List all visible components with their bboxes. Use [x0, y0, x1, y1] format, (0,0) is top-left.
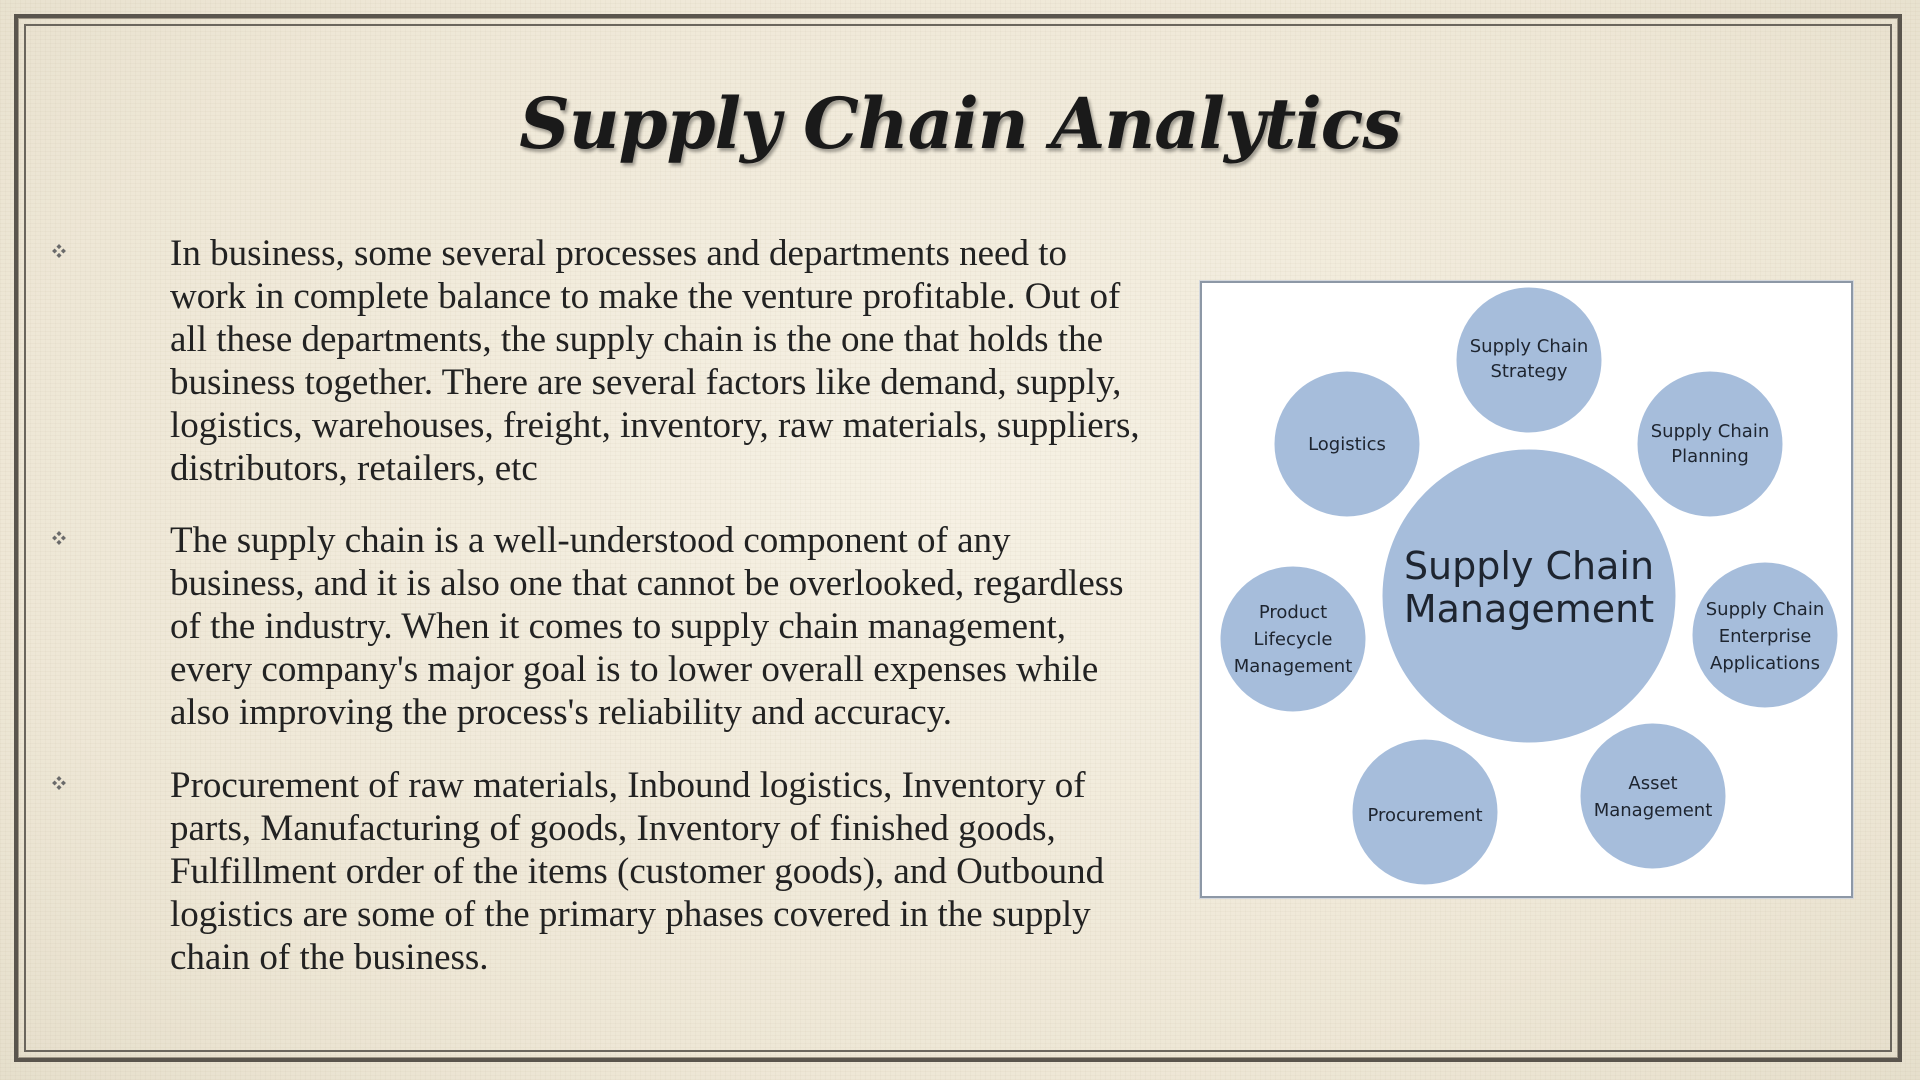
diagram-node-label: Supply Chain [1469, 336, 1589, 357]
bullet-line: also improving the process's reliability and accuracy. [170, 692, 953, 733]
bullet-line: The supply chain is a well-understood component of any [170, 520, 1011, 561]
diagram-node-label: Asset [1628, 773, 1678, 794]
diagram-node-label: Supply Chain [1650, 421, 1770, 442]
diagram-node-label: Planning [1671, 446, 1749, 467]
bullet-text [170, 232, 1170, 490]
diagram-node-label: Logistics [1308, 434, 1386, 455]
bullet-line: business together. There are several factors like demand, supply, [170, 362, 1122, 403]
bullet-line: all these departments, the supply chain is the one that holds the [170, 319, 1104, 360]
diagram-node-label: Procurement [1367, 805, 1483, 826]
diagram-node-circle [1579, 722, 1727, 870]
slide-title: Supply Chain Analytics [519, 82, 1401, 165]
diagram-node-label: Strategy [1490, 361, 1568, 382]
bullet-line: In business, some several processes and departments need to [170, 233, 1067, 274]
bullet-line: logistics, warehouses, freight, inventory, raw materials, suppliers, [170, 405, 1140, 446]
diagram-node-label: Management [1593, 800, 1713, 821]
diagram-node-planning [1636, 370, 1784, 518]
bullet-text [170, 519, 1170, 734]
diagram-node-label: Enterprise [1718, 626, 1812, 647]
diagram-node-asset-management [1579, 722, 1727, 870]
diagram-center-label: Supply Chain [1403, 544, 1655, 588]
bullet-line: chain of the business. [170, 937, 489, 978]
diagram-node-label: Supply Chain [1705, 599, 1825, 620]
diagram-node-label: Product [1258, 602, 1328, 623]
bullet-line: of the industry. When it comes to supply chain management, [170, 606, 1067, 647]
bullet-line: work in complete balance to make the venture profitable. Out of [170, 276, 1121, 317]
diagram-node-label: Management [1233, 656, 1353, 677]
bullet-line: logistics are some of the primary phases covered in the supply [170, 894, 1091, 935]
bullet-line: parts, Manufacturing of goods, Inventory of finished goods, [170, 808, 1056, 849]
diamond-cluster-icon [52, 531, 66, 545]
bullet-line: every company's major goal is to lower overall expenses while [170, 649, 1099, 690]
bullet-text [170, 764, 1170, 979]
bullet-line: business, and it is also one that cannot be overlooked, regardless [170, 563, 1124, 604]
diagram-node-strategy [1455, 286, 1603, 434]
diamond-cluster-icon [52, 776, 66, 790]
bullet-line: Procurement of raw materials, Inbound logistics, Inventory of [170, 765, 1086, 806]
diagram-node-label: Lifecycle [1253, 629, 1333, 650]
diagram-center-label: Management [1403, 587, 1655, 631]
diagram-node-circle [1636, 370, 1784, 518]
bullet-line: Fulfillment order of the items (customer goods), and Outbound [170, 851, 1105, 892]
supply-chain-diagram-svg [1202, 283, 1851, 896]
supply-chain-diagram [1200, 281, 1853, 898]
diagram-node-label: Applications [1710, 653, 1820, 674]
bullet-line: distributors, retailers, etc [170, 448, 538, 489]
diamond-cluster-icon [52, 244, 66, 258]
diagram-node-circle [1455, 286, 1603, 434]
